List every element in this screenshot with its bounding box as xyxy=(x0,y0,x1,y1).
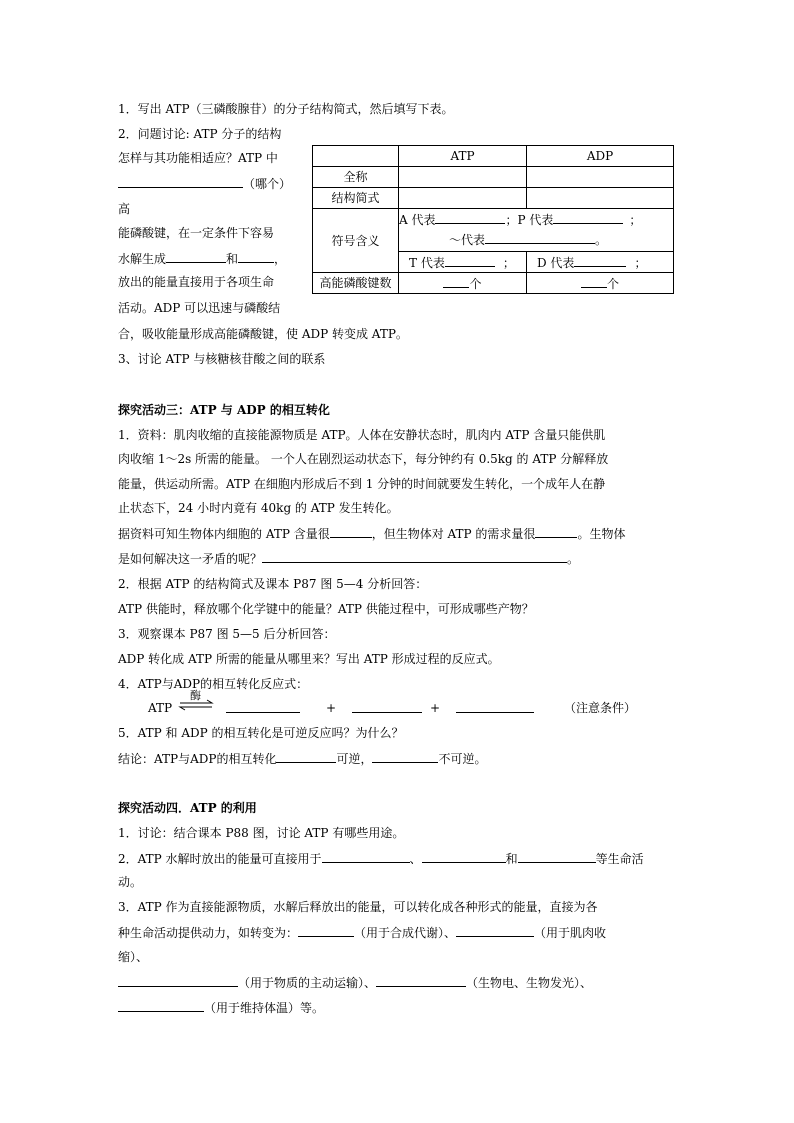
question-2-line-4: 高 xyxy=(118,202,131,216)
answer-blank[interactable] xyxy=(376,974,466,987)
answer-blank[interactable] xyxy=(456,700,534,713)
answer-blank[interactable] xyxy=(372,750,438,763)
plus-sign: + xyxy=(326,701,337,715)
answer-blank[interactable] xyxy=(322,850,410,863)
answer-blank[interactable] xyxy=(238,250,274,263)
conclusion-question-line-1: 据资料可知生物体内细胞的 ATP 含量很 ，但生物体对 ATP 的需求量很 。生物体 xyxy=(118,527,626,541)
answer-cell[interactable] xyxy=(399,167,527,188)
section-3-question-2: 2．根据 ATP 的结构简式及课本 P87 图 5—4 分析回答： xyxy=(118,577,428,591)
answer-blank[interactable] xyxy=(118,999,204,1012)
t-meaning-cell: T 代表 ； xyxy=(399,252,527,273)
table-row-symbols xyxy=(313,209,674,252)
material-line-2: 肉收缩 1～2s 所需的能量。 一个人在剧烈运动状态下，每分钟约有 0.5kg 的 ATP 分解释放 xyxy=(118,452,609,466)
question-2-line-1: 2．问题讨论: ATP 分子的结构 xyxy=(118,127,282,141)
reaction-atp-label: ATP xyxy=(148,701,173,715)
d-meaning-cell: D 代表 ； xyxy=(527,252,674,273)
answer-blank[interactable] xyxy=(276,750,336,763)
table-corner-cell xyxy=(313,146,399,167)
answer-blank[interactable] xyxy=(456,924,534,937)
answer-cell[interactable] xyxy=(527,167,674,188)
question-2-line-6: 水解生成 和 ， xyxy=(118,252,287,266)
enzyme-label: 酶 xyxy=(190,689,201,702)
row-label-symbols: 符号含义 xyxy=(313,209,399,273)
question-2-line-9: 合，吸收能量形成高能磷酸键，使 ADP 转变成 ATP。 xyxy=(118,327,408,341)
answer-blank[interactable] xyxy=(352,700,422,713)
answer-blank[interactable] xyxy=(485,231,595,244)
answer-blank[interactable] xyxy=(443,275,469,288)
answer-blank[interactable] xyxy=(445,254,495,267)
section-4-question-2: 2．ATP 水解时放出的能量可直接用于 、 和 等生命活 xyxy=(118,852,644,866)
atp-adp-table xyxy=(312,145,674,294)
section-4-question-3-line-4: （用于物质的主动运输）、 （生物电、生物发光）、 xyxy=(118,974,592,991)
question-2-line-3: （哪个） xyxy=(118,175,291,192)
material-line-4: 止状态下，24 小时内竟有 40kg 的 ATP 发生转化。 xyxy=(118,501,399,515)
section-4-question-3-line-3: 缩）、 xyxy=(118,950,149,964)
question-2-line-8: 活动。ADP 可以迅速与磷酸结 xyxy=(118,301,281,315)
answer-blank[interactable] xyxy=(535,525,577,538)
table-header-row xyxy=(313,146,674,167)
reversible-arrow xyxy=(176,688,216,716)
section-3-question-5: 5．ATP 和 ADP 的相互转化是可逆反应吗？为什么？ xyxy=(118,726,404,740)
reversible-arrow-icon xyxy=(176,688,216,716)
material-line-1: 1．资料：肌肉收缩的直接能源物质是 ATP。人体在安静状态时，肌肉内 ATP 含量只能供肌 xyxy=(118,428,606,442)
section-3-question-3-detail: ADP 转化成 ATP 所需的能量从哪里来？写出 ATP 形成过程的反应式。 xyxy=(118,652,500,666)
section-4-question-1: 1．讨论：结合课本 P88 图，讨论 ATP 有哪些用途。 xyxy=(118,826,405,840)
material-line-3: 能量，供运动所需。ATP 在细胞内形成后不到 1 分钟的时间就要发生转化，一个成年人在静 xyxy=(118,477,606,491)
answer-blank[interactable] xyxy=(435,211,505,224)
question-2-line-5: 能磷酸键，在一定条件下容易 xyxy=(118,226,275,240)
question-1: 1．写出 ATP（三磷酸腺苷）的分子结构简式，然后填写下表。 xyxy=(118,102,454,116)
section-3-question-2-detail: ATP 供能时，释放哪个化学键中的能量？ATP 供能过程中，可形成哪些产物？ xyxy=(118,602,534,616)
symbol-meaning-cell: A 代表 ；P 代表 ； ～代表 。 xyxy=(399,209,674,252)
header-adp: ADP xyxy=(527,146,674,167)
table-row-full-name xyxy=(313,167,674,188)
section-3-title: 探究活动三：ATP 与 ADP 的相互转化 xyxy=(118,403,330,417)
answer-blank[interactable] xyxy=(226,700,300,713)
section-3-question-4: 4．ATP与ADP的相互转化反应式： xyxy=(118,677,309,691)
answer-blank[interactable] xyxy=(118,175,243,188)
question-2-line-7: 放出的能量直接用于各项生命 xyxy=(118,275,275,289)
section-3-conclusion: 结论：ATP与ADP的相互转化 可逆， 不可逆。 xyxy=(118,752,487,766)
answer-blank[interactable] xyxy=(298,924,354,937)
answer-cell[interactable] xyxy=(527,188,674,209)
reaction-product-1 xyxy=(226,700,300,717)
answer-blank[interactable] xyxy=(518,850,596,863)
question-2-line-2: 怎样与其功能相适应？ATP 中 xyxy=(118,151,278,165)
table-row-formula xyxy=(313,188,674,209)
section-3-question-3: 3．观察课本 P87 图 5—5 后分析回答： xyxy=(118,627,336,641)
answer-blank[interactable] xyxy=(574,254,626,267)
adp-bond-count-cell: 个 xyxy=(527,273,674,294)
row-label-bonds: 高能磷酸键数 xyxy=(313,273,399,294)
answer-blank[interactable] xyxy=(422,850,506,863)
answer-blank[interactable] xyxy=(166,250,226,263)
row-label-formula: 结构简式 xyxy=(313,188,399,209)
question-3: 3、讨论 ATP 与核糖核苷酸之间的联系 xyxy=(118,352,326,366)
reaction-product-2 xyxy=(352,700,422,717)
reaction-note: （注意条件） xyxy=(564,701,637,715)
table-row-bonds xyxy=(313,273,674,294)
plus-sign: + xyxy=(430,701,441,715)
section-4-question-3-line-1: 3．ATP 作为直接能源物质，水解后释放出的能量，可以转化成各种形式的能量，直接为各 xyxy=(118,900,598,914)
atp-bond-count-cell: 个 xyxy=(399,273,527,294)
conclusion-question-line-2: 是如何解决这一矛盾的呢？ 。 xyxy=(118,552,580,566)
section-4-title: 探究活动四．ATP 的利用 xyxy=(118,801,257,815)
answer-blank[interactable] xyxy=(330,525,372,538)
row-label-full-name: 全称 xyxy=(313,167,399,188)
section-4-question-2-cont: 动。 xyxy=(118,875,143,889)
answer-blank[interactable] xyxy=(118,974,238,987)
section-4-question-3-line-2: 种生命活动提供动力，如转变为： （用于合成代谢）、 （用于肌肉收 xyxy=(118,926,607,940)
answer-blank[interactable] xyxy=(262,550,567,563)
reaction-product-3 xyxy=(456,700,534,717)
answer-blank[interactable] xyxy=(553,211,623,224)
answer-cell[interactable] xyxy=(399,188,527,209)
header-atp: ATP xyxy=(399,146,527,167)
section-4-question-3-line-5: （用于维持体温）等。 xyxy=(118,999,324,1016)
answer-blank[interactable] xyxy=(581,275,607,288)
